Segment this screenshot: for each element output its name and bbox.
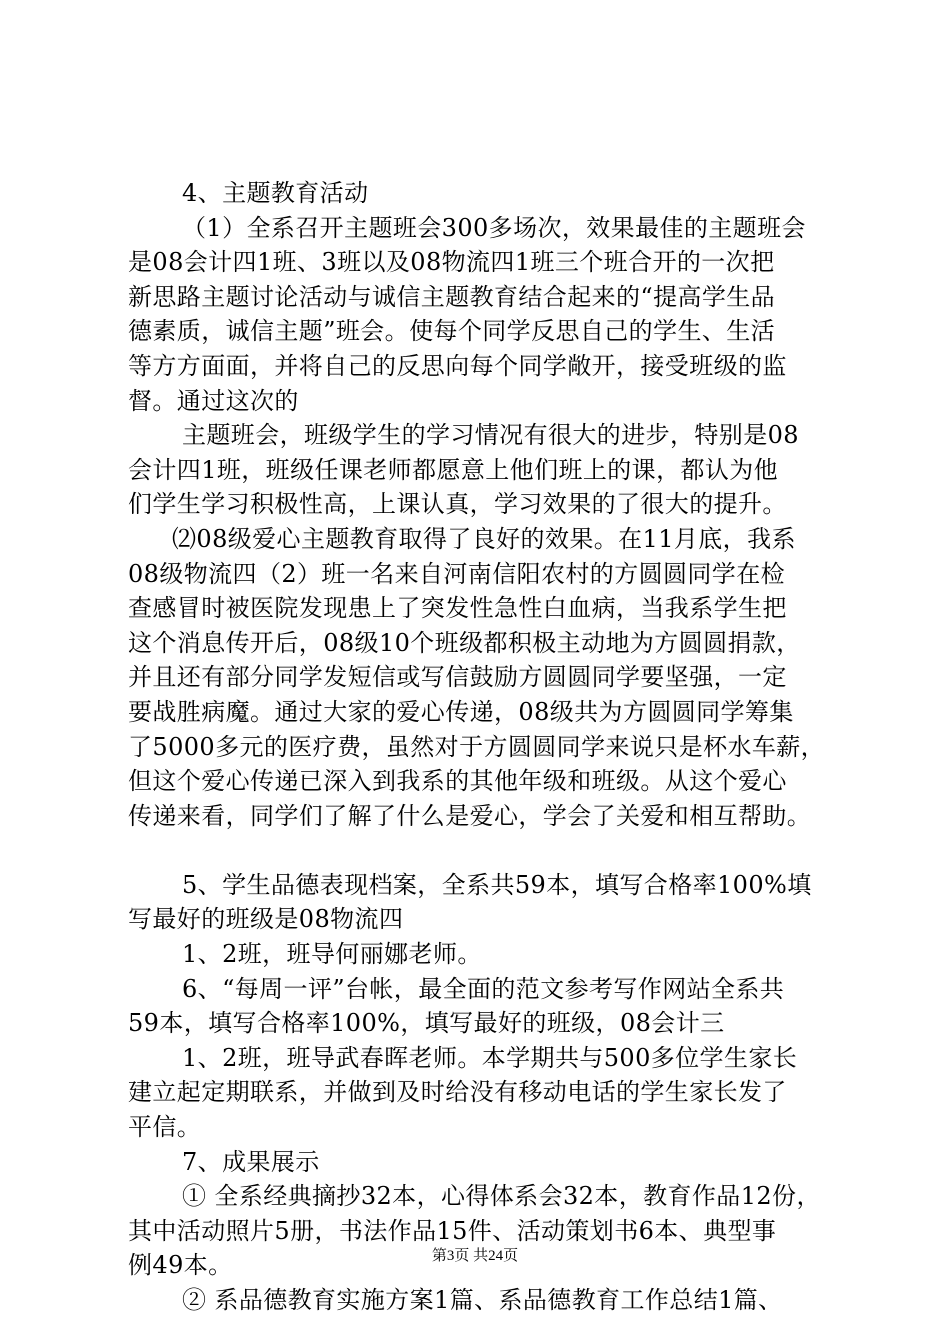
text-line: 这个消息传开后，08级10个班级都积极主动地为方圆圆捐款，: [128, 628, 801, 657]
text-line: 例49本。: [128, 1251, 233, 1280]
text-line: 7、成果展示: [182, 1147, 320, 1176]
text-line: 其中活动照片5册，书法作品15件、活动策划书6本、典型事: [128, 1216, 777, 1245]
paragraph: [128, 1283, 828, 1318]
text-line: 59本，填写合格率100%，填写最好的班级，08会计三: [128, 1009, 725, 1038]
text-line: （1）全系召开主题班会300多场次，效果最佳的主题班会: [182, 213, 806, 242]
text-line: 4、主题教育活动: [182, 179, 369, 207]
text-line: 新思路主题讨论活动与诚信主题教育结合起来的“提高学生品: [128, 282, 776, 311]
paragraph: [128, 418, 828, 522]
text-line: 是08会计四1班、3班以及08物流四1班三个班合开的一次把: [128, 248, 775, 277]
text-line: 5、学生品德表现档案，全系共59本，填写合格率100%填: [182, 870, 812, 899]
paragraph: [128, 522, 828, 833]
text-line: 会计四1班，班级任课老师都愿意上他们班上的课，都认为他: [128, 455, 779, 484]
text-line: 平信。: [128, 1113, 202, 1142]
text-line: 6、“每周一评”台帐，最全面的范文参考写作网站全系共: [182, 974, 785, 1003]
body-text: [128, 176, 828, 1318]
text-line: 了5000多元的医疗费，虽然对于方圆圆同学来说只是杯水车薪，: [128, 732, 826, 761]
text-line: ⑵08级爱心主题教育取得了良好的效果。在11月底，我系: [172, 524, 796, 553]
paragraph: [128, 176, 828, 211]
text-line: 并且还有部分同学发短信或写信鼓励方圆圆同学要坚强，一定: [128, 663, 787, 692]
text-line: 08级物流四（2）班一名来自河南信阳农村的方圆圆同学在检: [128, 559, 786, 588]
text-line: 督。通过这次的: [128, 386, 299, 415]
text-line: 1、2班，班导何丽娜老师。: [182, 940, 482, 969]
paragraph: [128, 868, 828, 937]
text-line: 德素质，诚信主题”班会。使每个同学反思自己的学生、生活: [128, 317, 776, 346]
paragraph: [128, 937, 828, 972]
text-line: 们学生学习积极性高，上课认真，学习效果的了很大的提升。: [128, 490, 787, 519]
text-line: 1、2班，班导武春晖老师。本学期共与500多位学生家长: [182, 1043, 798, 1072]
paragraph: [128, 1179, 828, 1283]
text-line: 建立起定期联系，并做到及时给没有移动电话的学生家长发了: [128, 1078, 787, 1107]
text-line: 写最好的班级是08物流四: [128, 905, 404, 934]
text-line: 等方方面面，并将自己的反思向每个同学敞开，接受班级的监: [128, 351, 787, 380]
text-line: ② 系品德教育实施方案1篇、系品德教育工作总结1篇、: [182, 1286, 783, 1314]
paragraph: [128, 1145, 828, 1180]
text-line: 查感冒时被医院发现患上了突发性急性白血病，当我系学生把: [128, 594, 787, 623]
text-line: ① 全系经典摘抄32本，心得体系会32本，教育作品12份，: [182, 1182, 821, 1211]
text-line: 传递来看，同学们了解了什么是爱心，学会了关爱和相互帮助。: [128, 801, 812, 830]
paragraph: [128, 972, 828, 1041]
page-footer: 第3页 共24页: [431, 1248, 519, 1264]
text-line: 但这个爱心传递已深入到我系的其他年级和班级。从这个爱心: [128, 767, 787, 796]
text-line: 要战胜病魔。通过大家的爱心传递，08级共为方圆圆同学筹集: [128, 697, 794, 726]
paragraph: [128, 211, 828, 419]
paragraph-gap: [128, 833, 828, 868]
paragraph: [128, 1041, 828, 1145]
text-line: 主题班会，班级学生的学习情况有很大的进步，特别是08: [182, 421, 799, 450]
